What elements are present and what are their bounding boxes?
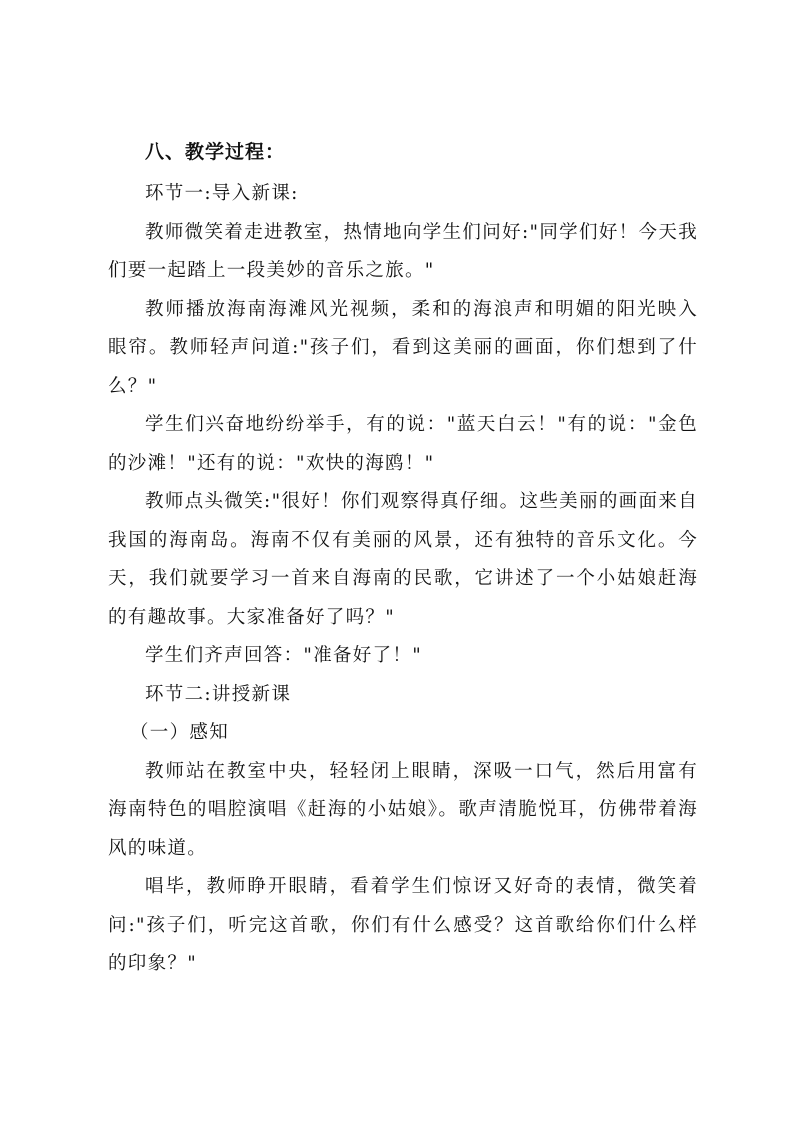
paragraph-greeting: 教师微笑着走进教室，热情地向学生们问好:"同学们好！今天我们要一起踏上一段美妙的音乐之旅。" <box>108 221 698 281</box>
section-title-new-lesson: 环节二:讲授新课 <box>145 683 292 705</box>
paragraph-teacher-response: 教师点头微笑:"很好！你们观察得真仔细。这些美丽的画面来自我国的海南岛。海南不仅有美丽的风景，还有独特的音乐文化。今天，我们就要学习一首来自海南的民歌，它讲述了一个小姑娘赶海的有趣故事。大家准备好了吗？" <box>108 491 698 628</box>
paragraph-students-ready: 学生们齐声回答："准备好了！" <box>145 645 423 666</box>
paragraph-teacher-sings: 教师站在教室中央，轻轻闭上眼睛，深吸一口气，然后用富有海南特色的唱腔演唱《赶海的小姑娘》。歌声清脆悦耳，仿佛带着海风的味道。 <box>108 760 698 859</box>
document-page <box>108 130 698 984</box>
paragraph-student-answers: 学生们兴奋地纷纷举手，有的说："蓝天白云！"有的说："金色的沙滩！"还有的说："欢快的海鸥！" <box>108 414 698 474</box>
subsection-title-perception: （一）感知 <box>130 722 230 743</box>
paragraph-teacher-asks: 唱毕，教师睁开眼睛，看着学生们惊讶又好奇的表情，微笑着问:"孩子们，听完这首歌，你们有什么感受？这首歌给你们什么样的印象？" <box>108 876 698 974</box>
paragraph-video: 教师播放海南海滩风光视频，柔和的海浪声和明媚的阳光映入眼帘。教师轻声问道:"孩子们，看到这美丽的画面，你们想到了什么？" <box>108 298 698 397</box>
section-title-intro: 环节一:导入新课: <box>145 183 299 204</box>
section-heading: 八、教学过程： <box>145 141 286 163</box>
